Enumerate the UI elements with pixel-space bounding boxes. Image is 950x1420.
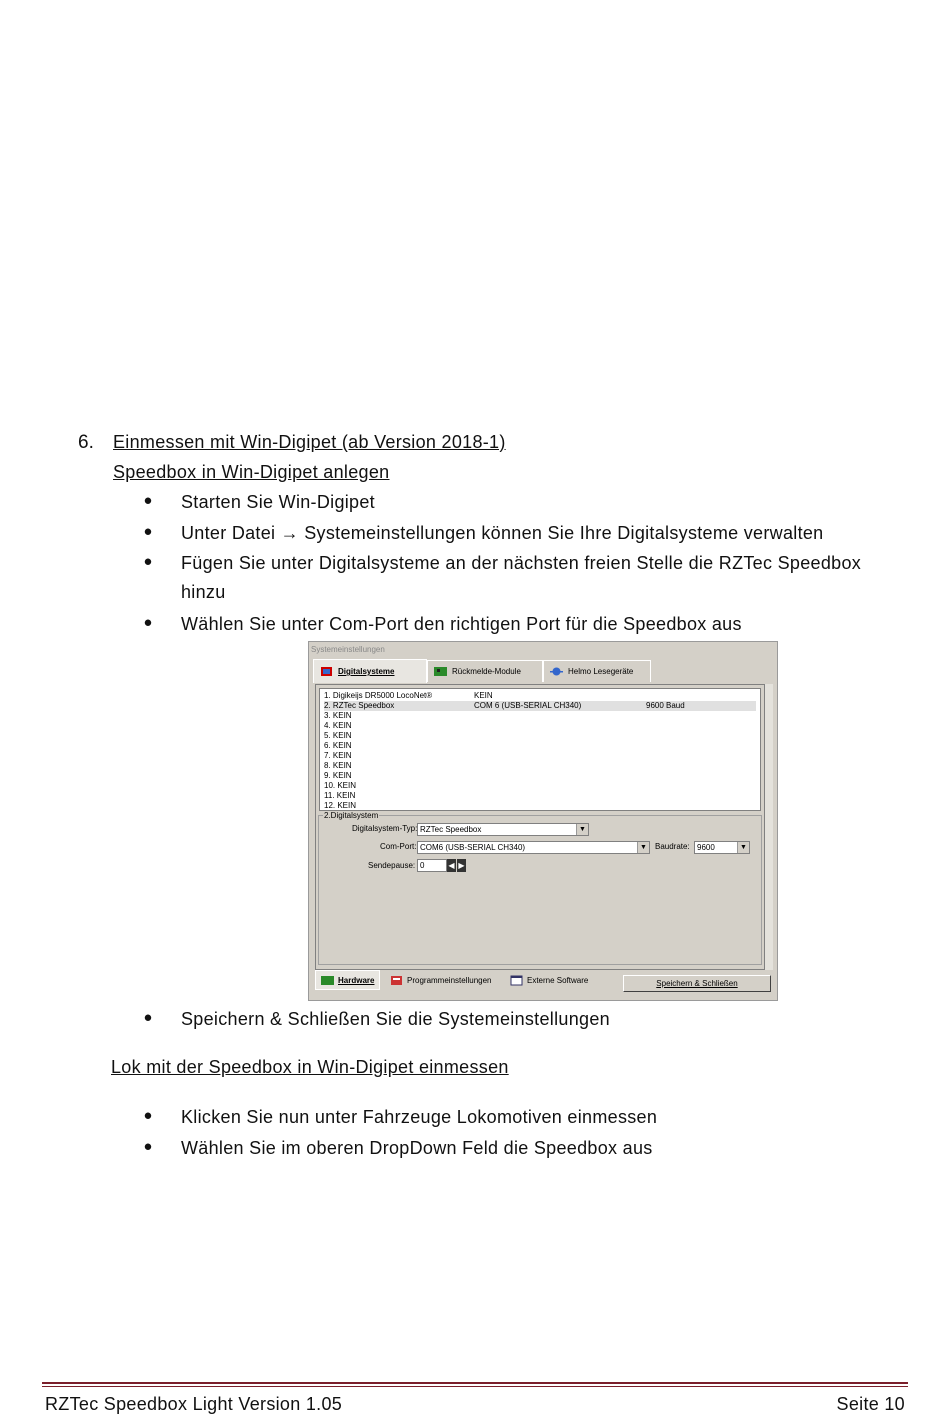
bullet-icon: ● bbox=[143, 1009, 153, 1026]
list-row[interactable]: 9. KEIN bbox=[324, 771, 352, 780]
com-port-select[interactable]: COM6 (USB-SERIAL CH340) ▼ bbox=[417, 841, 650, 854]
list-row-selected[interactable]: 2. RZTec Speedbox COM 6 (USB-SERIAL CH340) 9600 Baud bbox=[324, 701, 756, 711]
bullet-icon: ● bbox=[143, 492, 153, 509]
list-row[interactable]: 7. KEIN bbox=[324, 751, 352, 760]
list-row[interactable]: 6. KEIN bbox=[324, 741, 352, 750]
page-number: Seite 10 bbox=[836, 1394, 905, 1414]
list-row[interactable]: 1. Digikeijs DR5000 LocoNet® KEIN bbox=[324, 691, 493, 700]
com-port-label: Com-Port: bbox=[380, 842, 417, 851]
footer-divider bbox=[42, 1382, 908, 1384]
section-number: 6. bbox=[78, 432, 94, 453]
digital-system-icon bbox=[320, 666, 333, 677]
bullet-icon: ● bbox=[143, 614, 153, 631]
program-settings-icon bbox=[390, 975, 403, 986]
footer-divider bbox=[42, 1386, 908, 1387]
section-title: Einmessen mit Win-Digipet (ab Version 2018-1) bbox=[113, 432, 506, 452]
scrollbar[interactable] bbox=[765, 684, 773, 970]
bullet-icon: ● bbox=[143, 1107, 153, 1124]
list-row[interactable]: 4. KEIN bbox=[324, 721, 352, 730]
bottom-tab-bar bbox=[313, 970, 773, 994]
list-row[interactable]: 8. KEIN bbox=[324, 761, 352, 770]
dialog-title: Systemeinstellungen bbox=[311, 645, 385, 654]
section-subtitle-2: Lok mit der Speedbox in Win-Digipet einmessen bbox=[111, 1057, 509, 1077]
chevron-down-icon[interactable]: ▼ bbox=[637, 842, 649, 853]
tab-programmeinstellungen[interactable]: Programmeinstellungen bbox=[385, 970, 497, 990]
type-label: Digitalsystem-Typ: bbox=[352, 824, 418, 833]
decrement-button[interactable]: ◀ bbox=[448, 861, 455, 870]
digitalsystem-list[interactable] bbox=[319, 688, 761, 811]
digitalsystem-group bbox=[318, 811, 762, 965]
list-row[interactable]: 11. KEIN bbox=[324, 791, 356, 800]
bullet-icon: ● bbox=[143, 1138, 153, 1155]
list-row[interactable]: 3. KEIN bbox=[324, 711, 352, 720]
systemeinstellungen-dialog bbox=[308, 641, 778, 1001]
section-subtitle: Speedbox in Win-Digipet anlegen bbox=[113, 462, 390, 482]
list-row[interactable]: 10. KEIN bbox=[324, 781, 357, 790]
footer-title: RZTec Speedbox Light Version 1.05 bbox=[45, 1394, 343, 1414]
tab-hardware[interactable]: Hardware bbox=[315, 970, 380, 990]
document-page: 6. Einmessen mit Win-Digipet (ab Version 2018-1) Speedbox in Win-Digipet anlegen ● Starten Sie Win-Digipet ● Unter Datei → Systemeinstellungen können Sie Ihre Digitalsysteme verwalten ● Fügen Sie unter Digitalsysteme an der nächsten freien Stelle die RZTec Speedbox hinzu ● Wählen Sie unter Com-Port den richtigen Port für die Speedbox aus Systemeinstellungen Digitalsysteme Rückmelde-Module Helmo Lesegeräte 1. Digikeijs DR5000 LocoNet® KEIN 2. RZTec Speedbox COM 6 (USB-SERIAL CH340) 9600 Baud 3. KEIN 4. KEIN 5. KEIN 6. KEIN 7. KEIN 8. KEIN 9. KEIN 10. KEIN 11. KEIN 12. KEIN 2.Digitalsystem Digitalsystem-Typ: RZTec Speedbox ▼ Com-Port: COM6 (USB-SERIAL CH340) ▼ Baudrate: 9600 ▼ Sendepause: 0 ◀ ▶ Hardware Programmeinstellungen Externe Software Speichern & Schließen ● Speichern & Schließen Sie die Systemeinstellungen Lok mit der Speedbox in Win-Digipet einmessen ● Klicken Sie nun unter Fahrzeuge Lokomotiven einmessen ● Wählen Sie im oberen DropDown Feld die Speedbox aus RZTec Speedbox Light Version 1.05 Seite 10 bbox=[0, 0, 950, 1420]
sendepause-input[interactable]: 0 bbox=[417, 859, 447, 872]
reader-icon bbox=[550, 666, 563, 677]
type-select[interactable]: RZTec Speedbox ▼ bbox=[417, 823, 589, 836]
increment-button[interactable]: ▶ bbox=[458, 861, 465, 870]
hardware-icon bbox=[321, 975, 334, 986]
tab-helmo-lesegeraete[interactable]: Helmo Lesegeräte bbox=[543, 660, 651, 682]
external-software-icon bbox=[510, 975, 523, 986]
digitalsysteme-panel bbox=[315, 684, 765, 970]
tab-digitalsysteme[interactable]: Digitalsysteme bbox=[313, 659, 427, 683]
chevron-down-icon[interactable]: ▼ bbox=[737, 842, 749, 853]
tab-rueckmelde-module[interactable]: Rückmelde-Module bbox=[427, 660, 543, 682]
list-row[interactable]: 5. KEIN bbox=[324, 731, 352, 740]
list-row[interactable]: 12. KEIN bbox=[324, 801, 357, 810]
save-close-button[interactable]: Speichern & Schließen bbox=[623, 975, 771, 992]
baudrate-label: Baudrate: bbox=[655, 842, 690, 851]
chevron-down-icon[interactable]: ▼ bbox=[576, 824, 588, 835]
tab-externe-software[interactable]: Externe Software bbox=[505, 970, 593, 990]
module-board-icon bbox=[434, 666, 447, 677]
bullet-icon: ● bbox=[143, 553, 153, 570]
tab-bar bbox=[313, 660, 773, 684]
sendepause-label: Sendepause: bbox=[368, 861, 416, 870]
baudrate-select[interactable]: 9600 ▼ bbox=[694, 841, 750, 854]
group-label: 2.Digitalsystem bbox=[324, 811, 379, 820]
bullet-icon: ● bbox=[143, 523, 153, 540]
